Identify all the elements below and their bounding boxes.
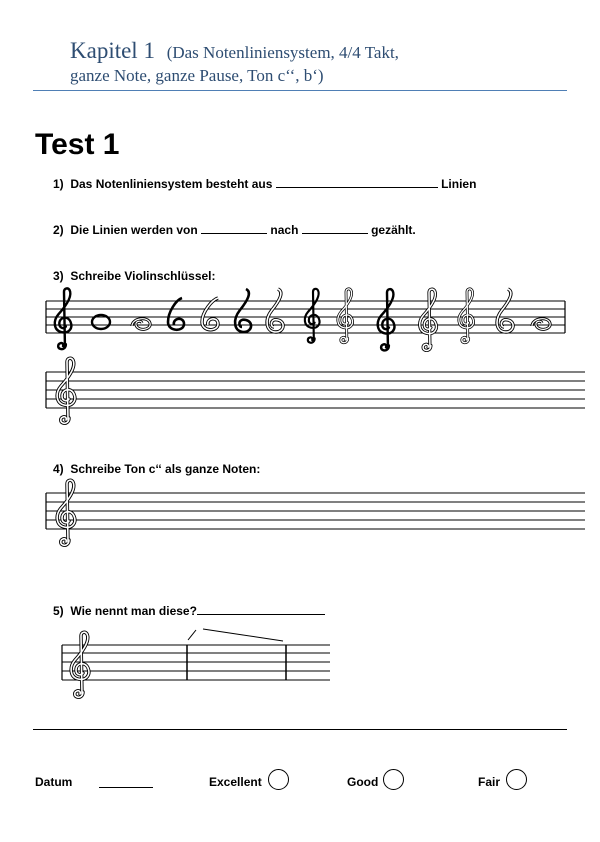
question-number: 2): [53, 223, 64, 237]
pointer-line: [188, 630, 196, 640]
question-number: 1): [53, 177, 64, 191]
question-text-after: gezählt.: [371, 223, 416, 237]
chapter-subtitle-line1: (Das Notenliniensystem, 4/4 Takt,: [166, 43, 399, 62]
rating-label-excellent: Excellent: [209, 775, 262, 789]
question-number: 3): [53, 269, 64, 283]
test-title: Test 1: [35, 128, 120, 161]
circle-icon[interactable]: [383, 769, 404, 790]
circle-icon[interactable]: [268, 769, 289, 790]
question-text: Das Notenliniensystem besteht aus: [70, 177, 273, 191]
chapter-title: Kapitel 1: [70, 38, 155, 63]
question-text-middle: nach: [270, 223, 299, 237]
date-label: Datum: [35, 775, 73, 789]
circle-icon[interactable]: [506, 769, 527, 790]
question-text: Wie nennt man diese?: [70, 604, 197, 618]
question-number: 5): [53, 604, 64, 618]
question-number: 4): [53, 462, 64, 476]
rating-label-good: Good: [347, 775, 379, 789]
date-field[interactable]: [99, 787, 153, 788]
rating-label-fair: Fair: [478, 775, 501, 789]
pointer-line: [203, 629, 283, 641]
question-text: Schreibe Ton c‘‘ als ganze Noten:: [70, 462, 261, 476]
question-text-after: Linien: [441, 177, 477, 191]
question-text: Schreibe Violinschlüssel:: [70, 269, 216, 283]
footer-divider: [33, 729, 567, 730]
chapter-subtitle-line2: ganze Note, ganze Pause, Ton c‘‘, b‘): [70, 66, 324, 85]
question-text: Die Linien werden von: [70, 223, 198, 237]
treble-clef-icon: [71, 632, 89, 697]
